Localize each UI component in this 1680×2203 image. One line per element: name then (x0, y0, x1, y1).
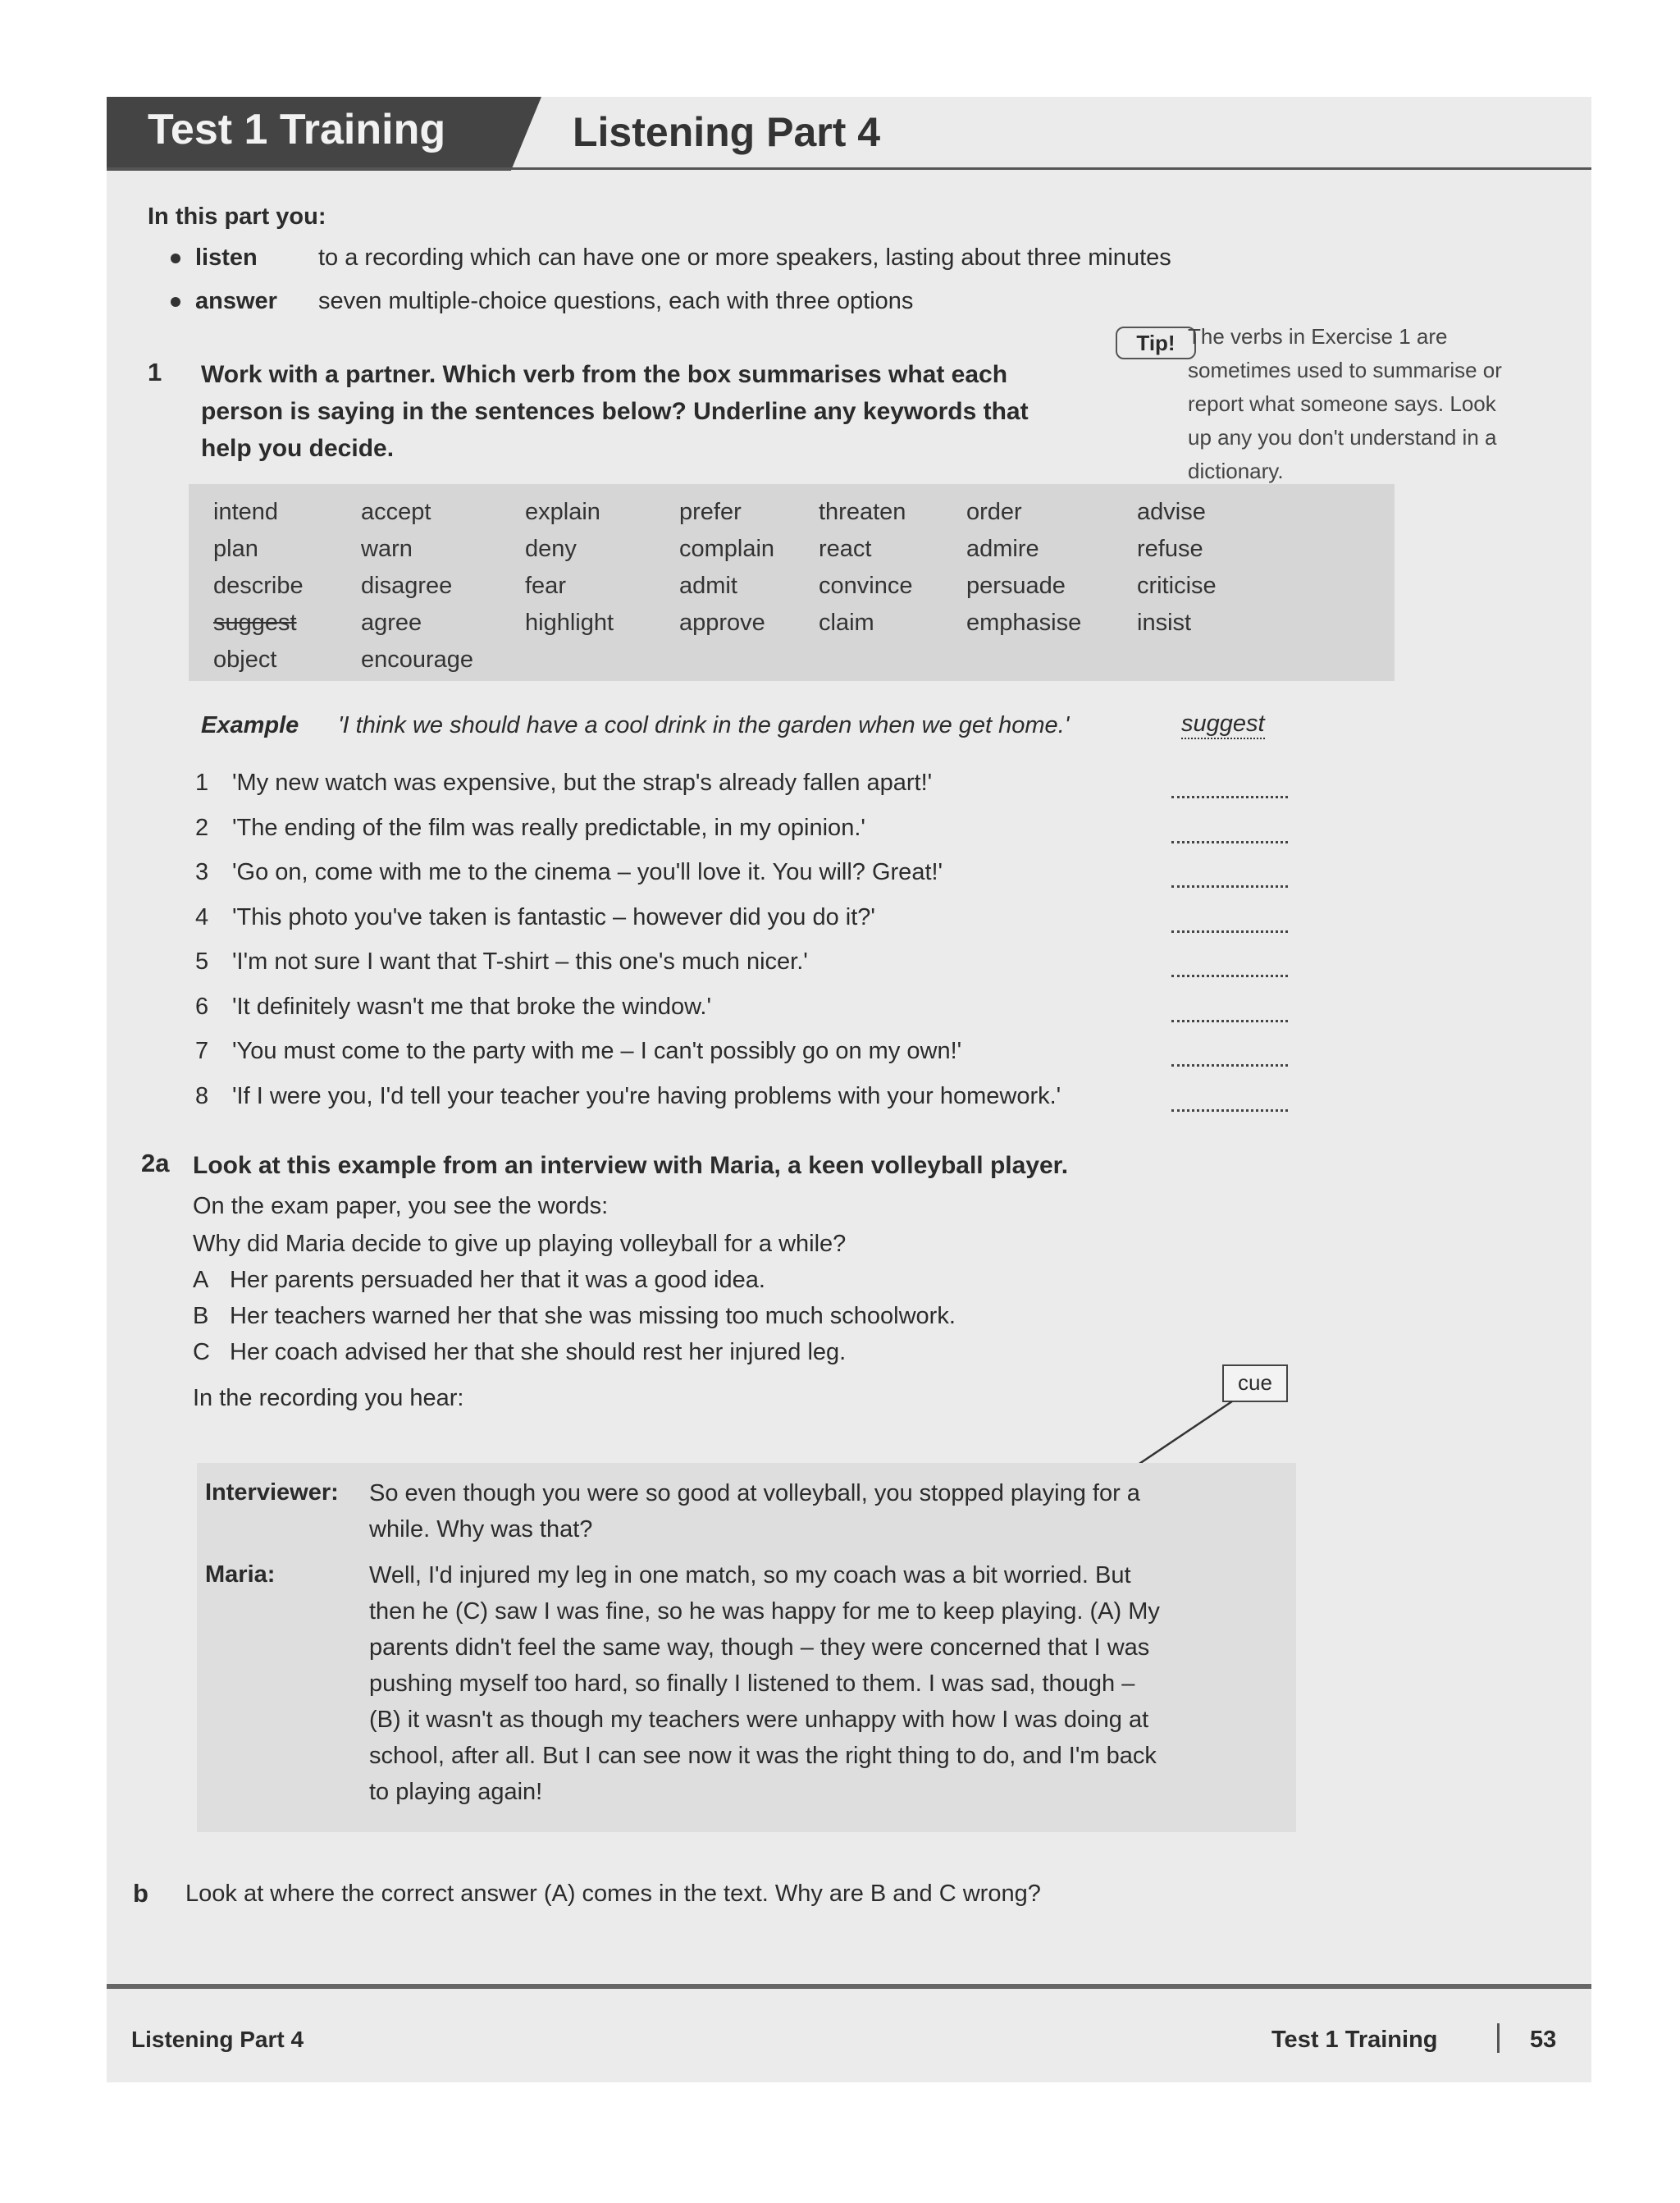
verb-item: admire (966, 536, 1039, 562)
verb-item: intend (213, 499, 279, 525)
verb-item: threaten (819, 499, 906, 525)
sentence-text: 'The ending of the film was really predictable, in my opinion.' (232, 814, 865, 841)
exam-question: Why did Maria decide to give up playing volleyball for a while? (193, 1231, 847, 1257)
verb-item: disagree (361, 573, 453, 599)
exercise-instruction: Look at where the correct answer (A) comes in the text. Why are B and C wrong? (185, 1881, 1041, 1907)
exam-paper-line: On the exam paper, you see the words: (193, 1193, 609, 1219)
footer-divider (107, 1984, 1591, 1989)
dialogue-line: to playing again! (369, 1779, 543, 1805)
sentence-number: 1 (195, 770, 209, 796)
sentence-number: 3 (195, 859, 209, 885)
verb-item: fear (525, 573, 566, 599)
dialogue-line: while. Why was that? (369, 1516, 593, 1543)
dialogue-line: (B) it wasn't as though my teachers were unhappy with how I was doing at (369, 1707, 1149, 1733)
dialogue-line: parents didn't feel the same way, though – they were concerned that I was (369, 1634, 1150, 1661)
verb-item: describe (213, 573, 304, 599)
sentence-number: 8 (195, 1082, 209, 1109)
verb-item: prefer (679, 499, 742, 525)
intro-text: seven multiple-choice questions, each with three options (318, 288, 914, 314)
exercise-number: b (133, 1879, 148, 1908)
answer-option: A Her parents persuaded her that it was a good idea. (193, 1267, 765, 1293)
sentence-text: 'You must come to the party with me – I can't possibly go on my own!' (232, 1038, 962, 1064)
verb-item: refuse (1137, 536, 1203, 562)
verb-item: highlight (525, 610, 614, 636)
exercise-number: 1 (148, 358, 162, 386)
exercise-instruction: Work with a partner. Which verb from the box summarises what each person is saying in the sentences below? Underline any keywords that help you decide. (201, 361, 1029, 462)
verb-item: agree (361, 610, 422, 636)
dialogue-line: then he (C) saw I was fine, so he was happy for me to keep playing. (A) My (369, 1598, 1160, 1625)
verb-item: order (966, 499, 1022, 525)
cue-label: cue (1222, 1364, 1288, 1402)
verb-item: complain (679, 536, 775, 562)
footer-test: Test 1 Training (1271, 2027, 1438, 2053)
verb-item: deny (525, 536, 577, 562)
tip-badge: Tip! (1116, 327, 1196, 359)
page-number: 53 (1530, 2027, 1557, 2053)
speaker-label: Maria: (205, 1561, 276, 1588)
sentence-number: 4 (195, 903, 209, 930)
footer-section: Listening Part 4 (131, 2027, 304, 2052)
verb-item: admit (679, 573, 737, 599)
textbook-page (107, 97, 1591, 2082)
sentence-text: 'I'm not sure I want that T-shirt – this one's much nicer.' (232, 948, 808, 975)
recording-line: In the recording you hear: (193, 1385, 464, 1411)
dialogue-line: pushing myself too hard, so finally I listened to them. I was sad, though – (369, 1671, 1135, 1697)
sentence-number: 6 (195, 993, 209, 1020)
dialogue-line: Well, I'd injured my leg in one match, so my coach was a bit worried. But (369, 1562, 1131, 1588)
verb-item: approve (679, 610, 765, 636)
sentence-text: 'This photo you've taken is fantastic – however did you do it?' (232, 903, 875, 930)
page-title: Listening Part 4 (573, 109, 881, 155)
intro-heading: In this part you: (148, 203, 326, 230)
example-label: Example (201, 712, 299, 738)
intro-keyword: answer (195, 288, 277, 314)
verb-item: suggest (213, 610, 297, 636)
verb-item: object (213, 647, 277, 673)
verb-item: encourage (361, 647, 474, 673)
section-tab-label: Test 1 Training (148, 106, 446, 153)
speaker-label: Interviewer: (205, 1479, 339, 1506)
sentence-text: 'It definitely wasn't me that broke the window.' (232, 993, 712, 1020)
sentence-text: 'Go on, come with me to the cinema – you'll love it. You will? Great!' (232, 859, 943, 885)
verb-item: emphasise (966, 610, 1082, 636)
verb-item: react (819, 536, 872, 562)
example-answer: suggest (1181, 711, 1265, 739)
answer-option: B Her teachers warned her that she was missing too much schoolwork. (193, 1303, 956, 1329)
verb-item: warn (361, 536, 413, 562)
tip-text: The verbs in Exercise 1 are sometimes used to summarise or report what someone says. Look up any you don't understand in a dictionary. (1188, 324, 1502, 483)
intro-text: to a recording which can have one or more speakers, lasting about three minutes (318, 245, 1171, 271)
verb-item: claim (819, 610, 874, 636)
exercise-instruction: Look at this example from an interview with Maria, a keen volleyball player. (193, 1152, 1069, 1179)
dialogue-line: So even though you were so good at volleyball, you stopped playing for a (369, 1480, 1140, 1506)
verb-item: insist (1137, 610, 1192, 636)
sentence-number: 7 (195, 1038, 209, 1064)
sentence-text: 'My new watch was expensive, but the strap's already fallen apart!' (232, 770, 933, 796)
verb-item: advise (1137, 499, 1206, 525)
verb-item: persuade (966, 573, 1066, 599)
footer-separator (1497, 2023, 1500, 2053)
verb-item: accept (361, 499, 431, 525)
sentence-number: 5 (195, 948, 209, 975)
verb-item: explain (525, 499, 600, 525)
verb-item: criticise (1137, 573, 1217, 599)
intro-keyword: listen (195, 245, 258, 271)
sentence-number: 2 (195, 814, 209, 841)
answer-option: C Her coach advised her that she should rest her injured leg. (193, 1339, 847, 1365)
sentence-text: 'If I were you, I'd tell your teacher you're having problems with your homework.' (232, 1082, 1061, 1109)
verb-item: plan (213, 536, 258, 562)
example-sentence: 'I think we should have a cool drink in the garden when we get home.' (338, 712, 1070, 738)
exercise-number: 2a (141, 1149, 170, 1177)
verb-item: convince (819, 573, 913, 599)
dialogue-line: school, after all. But I can see now it was the right thing to do, and I'm back (369, 1743, 1157, 1769)
